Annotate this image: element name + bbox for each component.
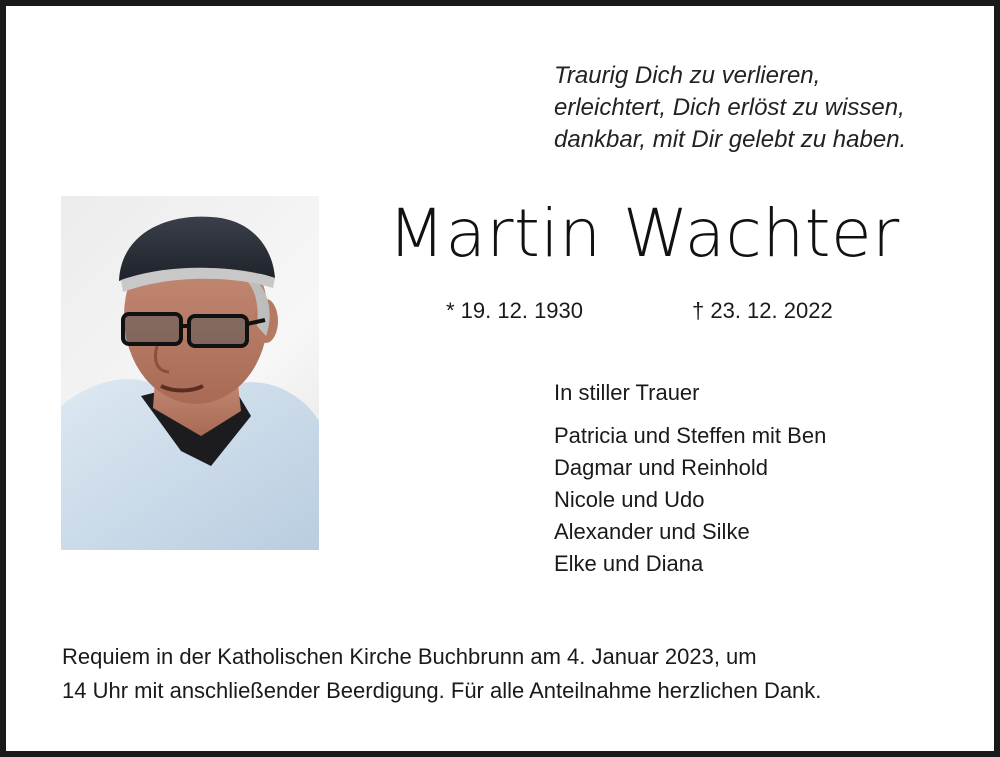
mourners-heading: In stiller Trauer bbox=[554, 380, 700, 405]
death-date: † 23. 12. 2022 bbox=[692, 298, 833, 323]
requiem-line: 14 Uhr mit anschließender Beerdigung. Für alle Anteilnahme herzlichen Dank. bbox=[62, 678, 822, 703]
verse-line: dankbar, mit Dir gelebt zu haben. bbox=[554, 126, 907, 153]
requiem-line: Requiem in der Katholischen Kirche Buchbrunn am 4. Januar 2023, um bbox=[62, 644, 757, 669]
portrait-photo bbox=[61, 196, 319, 550]
verse-line: erleichtert, Dich erlöst zu wissen, bbox=[554, 94, 905, 121]
verse-line: Traurig Dich zu verlieren, bbox=[554, 62, 821, 89]
mourner-entry: Patricia und Steffen mit Ben bbox=[554, 423, 827, 448]
mourner-entry: Alexander und Silke bbox=[554, 519, 750, 544]
mourners-list bbox=[554, 420, 826, 580]
birth-date: * 19. 12. 1930 bbox=[446, 298, 584, 323]
mourner-entry: Dagmar und Reinhold bbox=[554, 455, 769, 480]
memorial-verse bbox=[554, 60, 974, 156]
mourner-entry: Nicole und Udo bbox=[554, 487, 705, 512]
deceased-name: Martin Wachter bbox=[388, 195, 900, 272]
requiem-notice bbox=[62, 640, 962, 708]
mourner-entry: Elke und Diana bbox=[554, 551, 704, 576]
